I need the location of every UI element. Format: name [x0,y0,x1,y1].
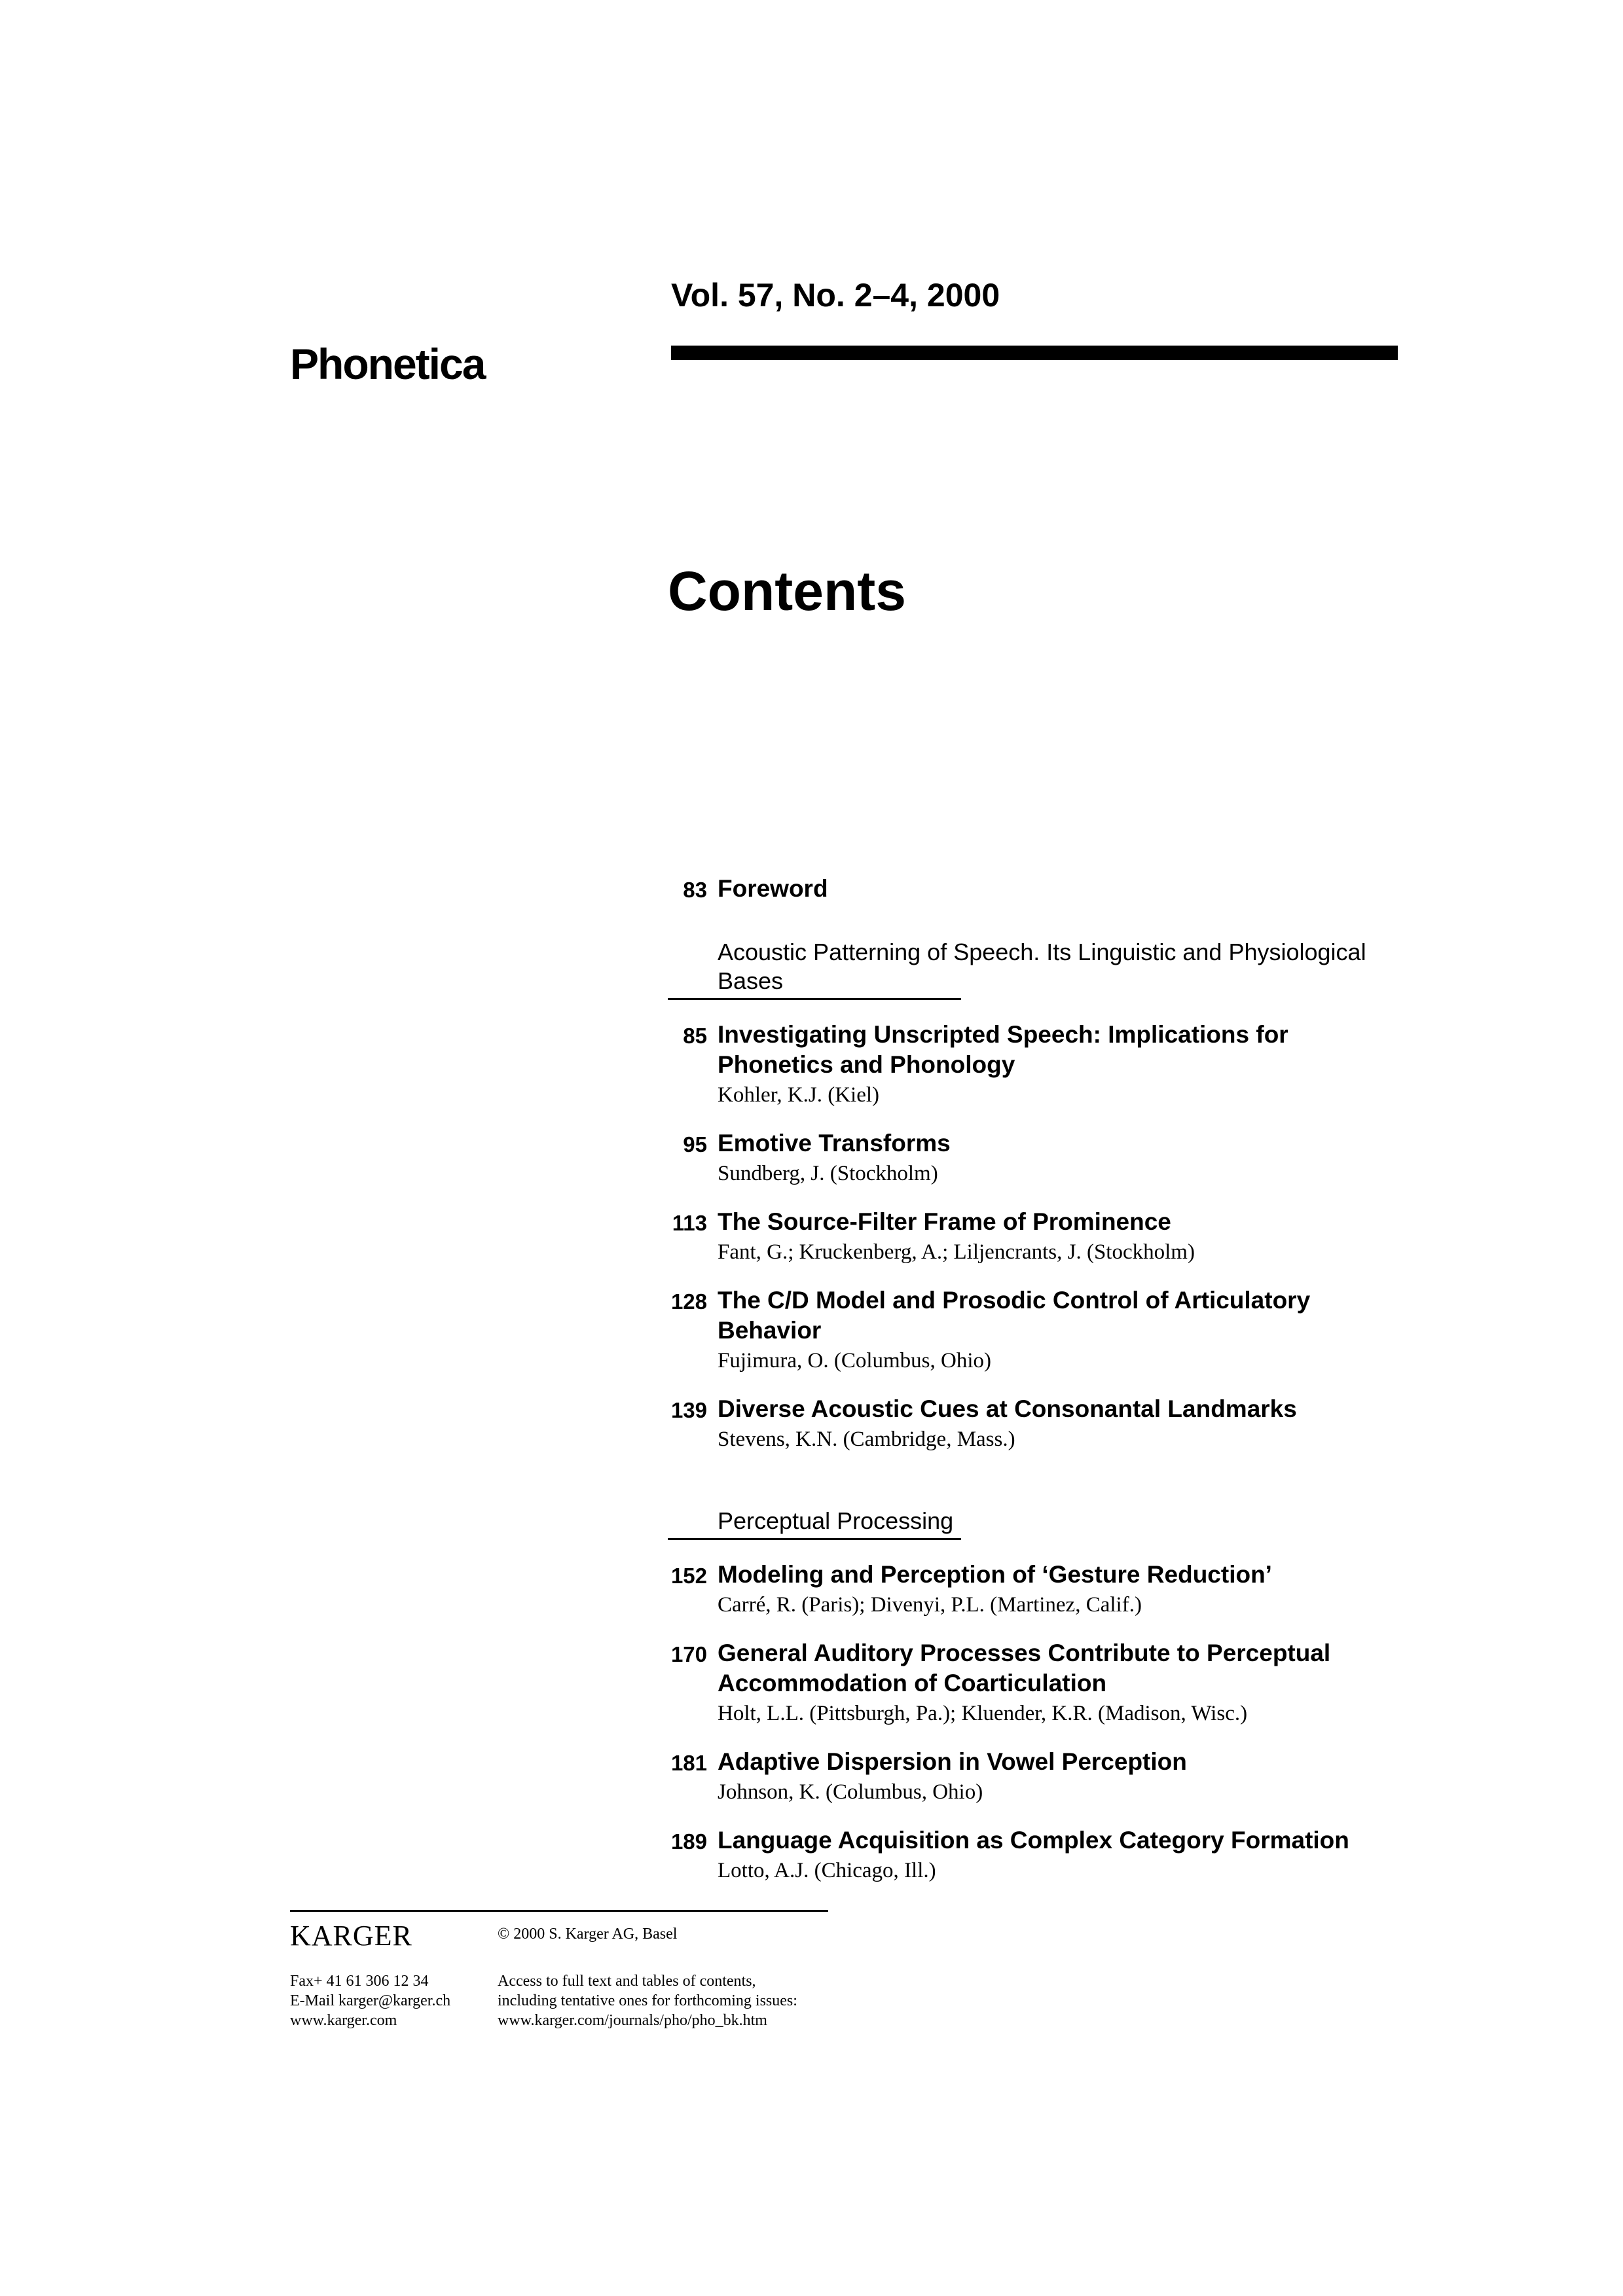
access-info [498,1971,797,2030]
section-rule [668,998,961,1000]
section-title: Perceptual Processing [718,1507,954,1534]
entry-title: Adaptive Dispersion in Vowel Perception [718,1748,1187,1775]
toc-entry[interactable] [668,1128,1401,1189]
section-heading-perceptual [668,1507,1401,1540]
entry-authors: Fant, G.; Kruckenberg, A.; Liljencrants, J. (Stockholm) [718,1240,1195,1264]
entry-authors: Fujimura, O. (Columbus, Ohio) [718,1349,991,1372]
entry-title: The Source-Filter Frame of Prominence [718,1208,1171,1235]
table-of-contents [668,874,1401,1904]
footer-rule [290,1910,828,1912]
page-number: 181 [670,1751,707,1775]
section-rule [668,1538,961,1540]
entry-title: Language Acquisition as Complex Category Formation [718,1827,1349,1854]
journal-title: Phonetica [290,340,485,388]
toc-entry[interactable] [668,1020,1401,1110]
toc-entry[interactable] [668,1207,1401,1267]
entry-title: Emotive Transforms [718,1130,951,1157]
toc-entry[interactable] [668,1747,1401,1807]
header-rule [671,346,1398,360]
entry-authors: Stevens, K.N. (Cambridge, Mass.) [718,1427,1015,1451]
page-number: 128 [670,1289,707,1314]
access-text: Access to full text and tables of contents, [498,1973,756,1990]
entry-title: The C/D Model and Prosodic Control of Articulatory Behavior [718,1287,1311,1344]
section-title: Acoustic Patterning of Speech. Its Linguistic and Physiological Bases [718,939,1366,994]
page-number: 85 [683,1024,707,1048]
entry-title: Modeling and Perception of ‘Gesture Reduction’ [718,1561,1272,1588]
fax: Fax+ 41 61 306 12 34 [290,1973,429,1990]
entry-title: General Auditory Processes Contribute to Perceptual Accommodation of Coarticulation [718,1640,1331,1696]
volume-issue: Vol. 57, No. 2–4, 2000 [671,277,1000,314]
section-heading-acoustic [668,938,1401,1000]
access-text: including tentative ones for forthcoming issues: [498,1992,797,2009]
entry-authors: Carré, R. (Paris); Divenyi, P.L. (Martinez, Calif.) [718,1593,1142,1617]
entry-authors: Holt, L.L. (Pittsburgh, Pa.); Kluender, K.R. (Madison, Wisc.) [718,1702,1248,1725]
toc-entry[interactable] [668,1825,1401,1886]
entry-title: Foreword [718,875,828,902]
page-number: 152 [670,1564,707,1588]
access-url-link[interactable]: www.karger.com/journals/pho/pho_bk.htm [498,2012,767,2029]
entry-authors: Kohler, K.J. (Kiel) [718,1083,880,1107]
toc-entry[interactable] [668,1394,1401,1454]
entry-authors: Lotto, A.J. (Chicago, Ill.) [718,1859,936,1882]
page-number: 139 [670,1398,707,1422]
copyright: © 2000 S. Karger AG, Basel [498,1926,678,1943]
toc-entry[interactable] [668,1638,1401,1729]
entry-title: Investigating Unscripted Speech: Implications for Phonetics and Phonology [718,1021,1288,1078]
page-number: 83 [683,878,707,902]
toc-entry-foreword[interactable] [668,874,1401,904]
toc-entry[interactable] [668,1285,1401,1376]
page-title: Contents [668,560,906,622]
entry-authors: Johnson, K. (Columbus, Ohio) [718,1780,983,1804]
page-number: 170 [670,1642,707,1666]
page-number: 95 [683,1132,707,1157]
entry-title: Diverse Acoustic Cues at Consonantal Landmarks [718,1395,1297,1422]
toc-entry[interactable] [668,1560,1401,1620]
publisher-logo: KARGER [290,1920,412,1952]
website-link[interactable]: www.karger.com [290,2012,397,2029]
entry-authors: Sundberg, J. (Stockholm) [718,1162,938,1185]
page-number: 113 [672,1211,707,1235]
page-number: 189 [670,1829,707,1854]
publisher-contact [290,1971,450,2030]
email[interactable]: E-Mail karger@karger.ch [290,1992,451,2009]
